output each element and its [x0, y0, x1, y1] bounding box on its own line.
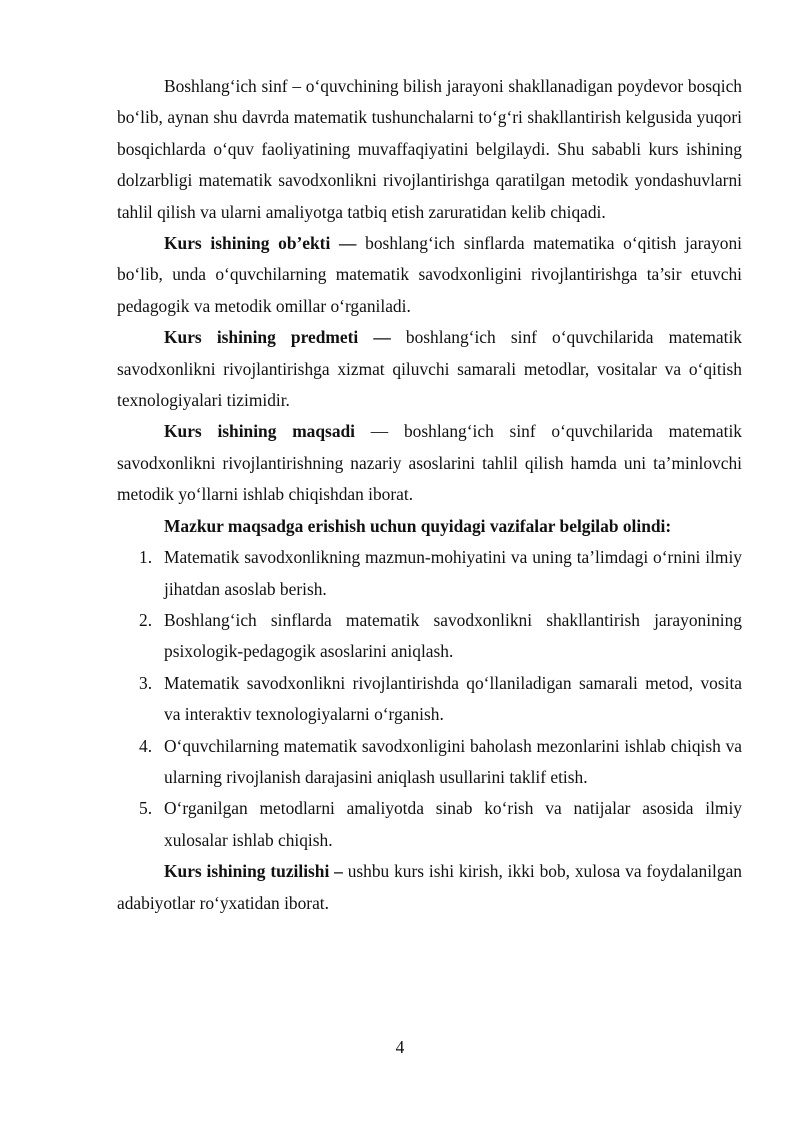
tasks-heading: Mazkur maqsadga erishish uchun quyidagi vazifalar belgilab olindi:	[164, 515, 672, 536]
list-item-number: 1.	[139, 547, 153, 568]
list-item-text: Matematik savodxonlikni rivojlantirishda qo‘llaniladigan samarali metod, vosita va interaktiv texnologiyalarni o‘rganish.	[164, 672, 742, 725]
list-item-number: 3.	[139, 672, 153, 693]
list-item-number: 4.	[139, 735, 153, 756]
structure-text: ushbu kurs ishi kirish, ikki bob, xulosa va foydalanilgan adabiyotlar ro‘yxatidan iborat.	[117, 861, 742, 913]
structure-label: Kurs ishining tuzilishi –	[164, 861, 343, 882]
object-text: boshlang‘ich sinflarda matematika o‘qitish jarayoni bo‘lib, unda o‘quvchilarning matematik savodxonligini rivojlantirishga ta’sir etuvchi pedagogik va metodik omillar o‘rganiladi.	[117, 233, 742, 316]
list-item-number: 2.	[139, 609, 153, 630]
list-item-text: O‘rganilgan metodlarni amaliyotda sinab ko‘rish va natijalar asosida ilmiy xulosalar ishlab chiqish.	[164, 798, 742, 850]
goal-paragraph	[117, 416, 742, 510]
object-paragraph	[117, 228, 742, 322]
structure-paragraph	[117, 856, 742, 919]
subject-label: Kurs ishining predmeti —	[164, 327, 391, 348]
list-item-text: Matematik savodxonlikning mazmun-mohiyatini va uning ta’limdagi o‘rnini ilmiy jihatdan asoslab berish.	[164, 547, 742, 599]
goal-label: Kurs ishining maqsadi	[164, 421, 356, 442]
goal-text: — boshlang‘ich sinf o‘quvchilarida matematik savodxonlikni rivojlantirishning nazariy asoslarini tahlil qilish hamda uni ta’minlovchi metodik yo‘llarni ishlab chiqishdan iborat.	[117, 421, 742, 505]
subject-paragraph	[117, 322, 742, 416]
object-label: Kurs ishining ob’ekti —	[164, 233, 357, 254]
document-page	[117, 71, 742, 919]
intro-paragraph: Boshlang‘ich sinf – o‘quvchining bilish jarayoni shakllanadigan poydevor bosqich bo‘lib, aynan shu davrda matematik tushunchalarni to‘g‘ri shakllantirish kelgusida yuqori bosqichlarda o‘quv faoliyatining muvaffaqiyatini belgilaydi. Shu sababli kurs ishining dolzarbligi matematik savodxonlikni rivojlantirishga qaratilgan metodik yondashuvlarni tahlil qilish va ularni amaliyotga tatbiq etish zaruratidan kelib chiqadi.	[117, 76, 742, 222]
tasks-list	[117, 542, 742, 856]
subject-text: boshlang‘ich sinf o‘quvchilarida matematik savodxonlikni rivojlantirishga xizmat qiluvchi samarali metodlar, vositalar va o‘qitish texnologiyalari tizimidir.	[117, 327, 742, 411]
list-item	[139, 793, 742, 856]
list-item	[139, 605, 742, 668]
list-item	[139, 542, 742, 605]
list-item	[139, 668, 742, 731]
list-item-text: O‘quvchilarning matematik savodxonligini baholash mezonlarini ishlab chiqish va ularning rivojlanish darajasini aniqlash usullarini taklif etish.	[164, 735, 742, 787]
list-item-text: Boshlang‘ich sinflarda matematik savodxonlikni shakllantirish jarayonining psixologik-pedagogik asoslarini aniqlash.	[164, 609, 742, 662]
list-item-number: 5.	[139, 798, 153, 819]
list-item	[139, 731, 742, 794]
page-number: 4	[395, 1037, 405, 1057]
